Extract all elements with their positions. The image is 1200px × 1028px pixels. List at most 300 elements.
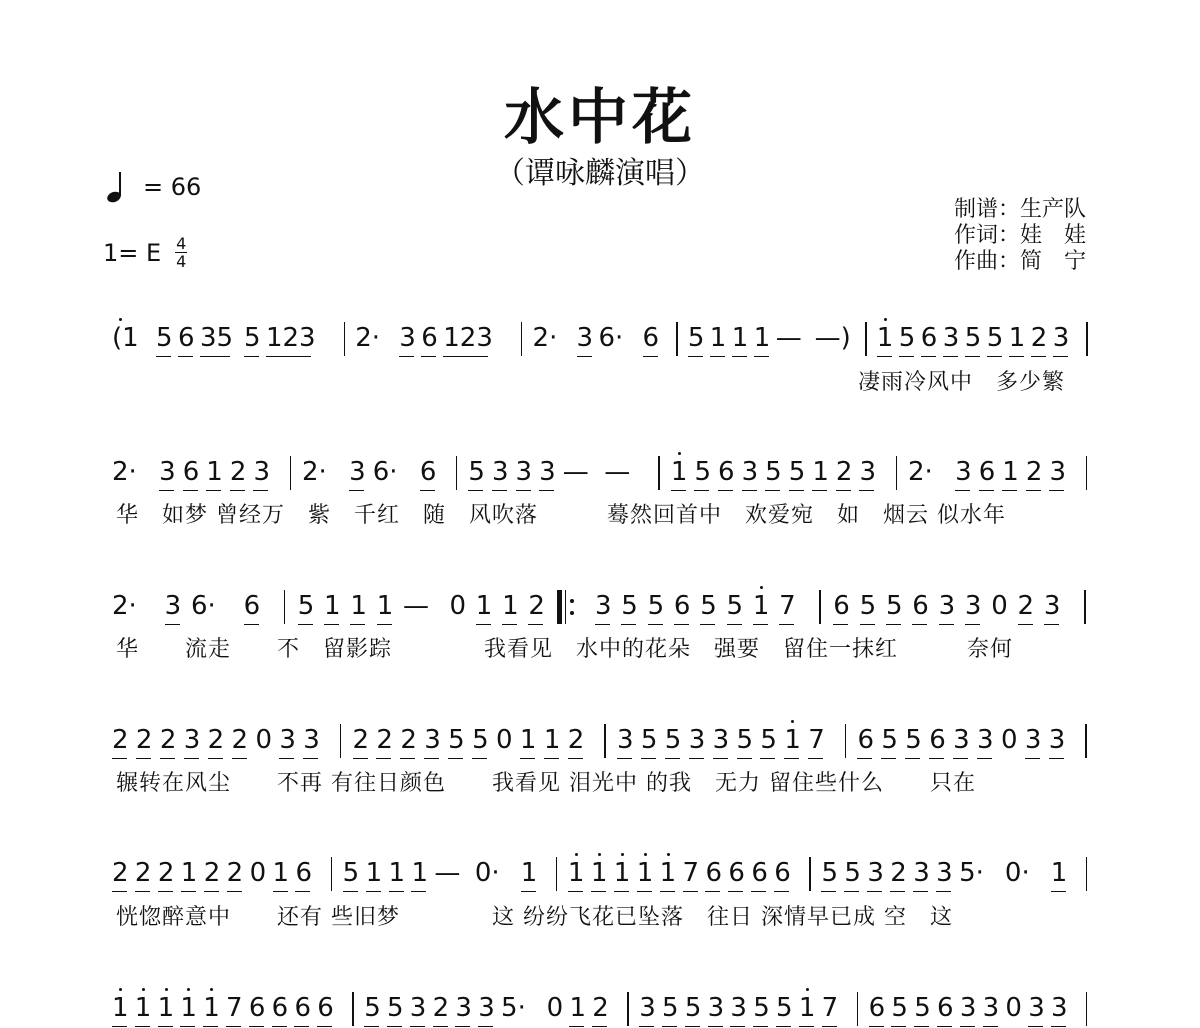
note: 7 <box>821 993 839 1023</box>
beam-underline <box>156 356 171 357</box>
score-line <box>0 988 1200 1028</box>
note: 1 <box>709 323 727 353</box>
beam-underline <box>279 758 294 759</box>
high-octave-dot <box>678 452 681 455</box>
beam-underline <box>1026 490 1041 491</box>
high-octave-dot <box>884 318 887 321</box>
note: 1 <box>569 993 586 1023</box>
beam-underline <box>400 758 415 759</box>
beam-underline <box>913 891 928 892</box>
note: 3 <box>1051 993 1068 1023</box>
note: 7 <box>779 591 796 621</box>
note: 3 <box>279 725 296 755</box>
note: 1 <box>206 457 223 487</box>
note: 1 <box>180 993 197 1023</box>
note: 0 <box>991 591 1008 621</box>
beam-underline <box>799 1026 814 1027</box>
beam-underline <box>521 891 536 892</box>
beam-underline <box>765 490 780 491</box>
beam-underline <box>1031 356 1046 357</box>
high-octave-dot <box>644 853 647 856</box>
note: 3 <box>712 725 730 755</box>
barline <box>604 724 606 758</box>
note: 6 <box>920 323 938 353</box>
beam-underline <box>183 490 198 491</box>
beam-underline <box>753 624 768 625</box>
note: 7 <box>808 725 825 755</box>
note: 3 <box>639 993 656 1023</box>
note: 1 <box>1002 457 1019 487</box>
beam-underline <box>867 891 882 892</box>
beam-underline <box>244 356 259 357</box>
note: 2· <box>355 323 381 353</box>
note: 0 <box>546 993 564 1023</box>
beam-underline <box>502 624 517 625</box>
note: 3 <box>859 457 877 487</box>
beam-underline <box>455 1026 470 1027</box>
beam-underline <box>614 891 629 892</box>
beam-underline <box>977 758 992 759</box>
barline <box>676 322 678 356</box>
note: 2 <box>890 858 907 888</box>
note: 1 <box>876 323 894 353</box>
beam-underline <box>324 624 339 625</box>
beam-underline <box>158 891 173 892</box>
note: 1 <box>670 457 688 487</box>
beam-underline <box>688 356 703 357</box>
note: 5 <box>700 591 717 621</box>
note: 7 <box>682 858 700 888</box>
beam-underline <box>694 490 709 491</box>
time-sig-top: 4 <box>176 234 187 253</box>
barline <box>521 322 523 356</box>
note: 5 <box>364 993 381 1023</box>
note: 1 <box>180 858 198 888</box>
key-label: 1= E <box>103 238 162 267</box>
credit-lyricist: 作词：娃 娃 <box>954 223 1087 248</box>
beam-underline <box>760 758 775 759</box>
note: 3 <box>982 993 1000 1023</box>
note: 3 <box>953 725 970 755</box>
repeat-dot <box>570 611 574 615</box>
note: — <box>434 858 461 888</box>
note: 5 <box>753 993 770 1023</box>
note: 3 <box>1049 457 1066 487</box>
beam-underline <box>421 356 436 357</box>
note: 5 <box>891 993 908 1023</box>
beam-underline <box>273 891 288 892</box>
high-octave-dot <box>621 853 624 856</box>
beam-underline <box>410 1026 425 1027</box>
beam-underline <box>178 356 193 357</box>
note: 5 <box>448 725 465 755</box>
beam-underline <box>591 891 606 892</box>
beam-underline <box>713 758 728 759</box>
high-octave-dot <box>187 988 190 991</box>
note: 5 <box>687 323 705 353</box>
beam-underline <box>869 1026 884 1027</box>
beam-underline <box>621 624 636 625</box>
note: 5 <box>155 323 173 353</box>
high-octave-dot <box>806 988 809 991</box>
note: 5 <box>694 457 711 487</box>
note: 5 <box>881 725 898 755</box>
note: 3 <box>964 591 982 621</box>
beam-underline <box>727 624 742 625</box>
beam-underline <box>965 356 980 357</box>
note: 1 <box>350 591 367 621</box>
credits <box>954 197 1086 275</box>
beam-underline <box>317 1026 332 1027</box>
note: 3 <box>936 858 953 888</box>
beam-underline <box>751 891 766 892</box>
beam-underline <box>700 624 715 625</box>
score-line <box>0 586 1200 626</box>
beam-underline <box>203 1026 218 1027</box>
beam-underline <box>528 624 543 625</box>
note: 1 <box>376 591 394 621</box>
beam-underline <box>230 490 245 491</box>
note: 0· <box>1004 858 1030 888</box>
beam-underline <box>433 1026 448 1027</box>
repeat-thin-bar <box>565 590 567 624</box>
beam-underline <box>577 356 592 357</box>
beam-underline <box>822 1026 837 1027</box>
note: 2· <box>908 457 933 487</box>
note: 6 <box>177 323 195 353</box>
note: 3 <box>539 457 556 487</box>
beam-underline <box>349 490 364 491</box>
beam-underline <box>1044 624 1059 625</box>
beam-underline <box>387 1026 402 1027</box>
barline <box>290 456 292 490</box>
beam-underline <box>953 758 968 759</box>
barline <box>556 857 558 891</box>
note: 0 <box>255 725 273 755</box>
barline <box>896 456 898 490</box>
barline <box>658 456 660 490</box>
beam-underline <box>1049 758 1064 759</box>
beam-underline <box>468 490 483 491</box>
note: 6 <box>642 323 660 353</box>
high-octave-dot <box>598 853 601 856</box>
note: 2 <box>112 858 129 888</box>
note: 3 <box>1043 591 1061 621</box>
note: 6 <box>294 993 311 1023</box>
beam-underline <box>789 490 804 491</box>
lyric-line: 凄雨冷风中 多少繁 <box>858 370 1066 395</box>
beam-underline <box>881 758 896 759</box>
beam-underline <box>232 758 247 759</box>
note: 3 <box>159 457 176 487</box>
note: 6 <box>751 858 768 888</box>
beam-underline <box>921 356 936 357</box>
note: 2 <box>400 725 417 755</box>
beam-underline <box>1051 1026 1066 1027</box>
beam-underline <box>165 624 180 625</box>
beam-underline <box>516 490 531 491</box>
note: 1 <box>324 591 341 621</box>
barline <box>284 590 286 624</box>
note: 1 <box>567 858 585 888</box>
beam-underline <box>784 758 799 759</box>
note: 6 <box>317 993 334 1023</box>
beam-underline <box>200 356 230 357</box>
beam-underline <box>643 356 658 357</box>
note: 5 <box>914 993 931 1023</box>
beam-underline <box>159 490 174 491</box>
beam-underline <box>742 490 757 491</box>
beam-underline <box>718 490 733 491</box>
note: 5 <box>776 993 793 1023</box>
note: 6 <box>912 591 929 621</box>
note: 5 <box>964 323 982 353</box>
beam-underline <box>135 891 150 892</box>
note: 1 <box>519 725 537 755</box>
time-signature <box>175 236 187 269</box>
beam-underline <box>774 891 789 892</box>
beam-underline <box>983 1026 998 1027</box>
note: 5 <box>468 457 485 487</box>
barline <box>845 724 847 758</box>
beam-underline <box>266 356 311 357</box>
note: 5 <box>640 725 658 755</box>
note: 3 <box>977 725 994 755</box>
quarter-note-icon <box>105 170 135 204</box>
note: 1 <box>636 858 654 888</box>
high-octave-dot <box>760 586 763 589</box>
note: 1 <box>475 591 493 621</box>
note: 1 <box>590 858 608 888</box>
note: 5 <box>905 725 922 755</box>
beam-underline <box>376 758 391 759</box>
beam-underline <box>886 624 901 625</box>
note: 1 <box>134 993 152 1023</box>
note: 3 <box>867 858 884 888</box>
repeat-thick-bar <box>557 590 562 624</box>
high-octave-dot <box>575 853 578 856</box>
note: 1 <box>157 993 175 1023</box>
beam-underline <box>272 1026 287 1027</box>
note: 1 <box>411 858 428 888</box>
note: (1 <box>112 323 139 353</box>
note: 2· <box>532 323 558 353</box>
note: 3 <box>955 457 972 487</box>
beam-underline <box>1053 356 1068 357</box>
barline <box>627 992 629 1026</box>
beam-underline <box>472 758 487 759</box>
beam-underline <box>779 624 794 625</box>
note: 6 <box>248 993 266 1023</box>
note: 0· <box>474 858 500 888</box>
beam-underline <box>353 758 368 759</box>
beam-underline <box>899 356 914 357</box>
barline <box>857 992 859 1026</box>
note: 3 <box>688 725 706 755</box>
time-sig-bottom: 4 <box>176 252 187 271</box>
lyric-line: 辗转在风尘 不再 有往日颜色 我看见 泪光中 的我 无力 留住些什么 只在 <box>116 771 976 796</box>
note: 3 <box>913 858 930 888</box>
note: 0 <box>1000 725 1018 755</box>
note: 1 <box>812 457 829 487</box>
note: 0 <box>495 725 513 755</box>
song-subtitle: （谭咏麟演唱） <box>495 156 705 191</box>
high-octave-dot <box>119 988 122 991</box>
note: 5 <box>662 993 679 1023</box>
note: 6 <box>243 591 261 621</box>
beam-underline <box>929 758 944 759</box>
note: 2 <box>1017 591 1035 621</box>
barline <box>1086 992 1088 1026</box>
note: 2 <box>528 591 545 621</box>
note: 1 <box>753 323 771 353</box>
beam-underline <box>294 1026 309 1027</box>
beam-underline <box>389 891 404 892</box>
note: 1 <box>1008 323 1026 353</box>
note: 2 <box>229 457 247 487</box>
high-octave-dot <box>142 988 145 991</box>
note: 2 <box>567 725 585 755</box>
high-octave-dot <box>119 318 122 321</box>
beam-underline <box>641 758 656 759</box>
tempo-value: = 66 <box>143 173 202 201</box>
note: 3 <box>707 993 725 1023</box>
beam-underline <box>1051 891 1066 892</box>
beam-underline <box>987 356 1002 357</box>
note: 2 <box>231 725 249 755</box>
note: 1 <box>731 323 749 353</box>
beam-underline <box>1025 758 1040 759</box>
note: 6 <box>419 457 437 487</box>
beam-underline <box>420 490 435 491</box>
note: 5 <box>885 591 903 621</box>
note: 6· <box>190 591 216 621</box>
beam-underline <box>568 891 583 892</box>
beam-underline <box>705 891 720 892</box>
beam-underline <box>662 1026 677 1027</box>
beam-underline <box>226 1026 241 1027</box>
beam-underline <box>208 758 223 759</box>
beam-underline <box>160 758 175 759</box>
note: 2· <box>112 591 137 621</box>
note: 1 <box>798 993 816 1023</box>
note: 3 <box>1024 725 1042 755</box>
note: 3 <box>515 457 533 487</box>
beam-underline <box>424 758 439 759</box>
beam-underline <box>227 891 242 892</box>
note: 5 <box>986 323 1004 353</box>
beam-underline <box>808 758 823 759</box>
score-line <box>0 318 1200 358</box>
beam-underline <box>683 891 698 892</box>
beam-underline <box>112 891 127 892</box>
note: 3 <box>616 725 634 755</box>
note: 0 <box>449 591 466 621</box>
beam-underline <box>710 356 725 357</box>
note: 2 <box>135 725 153 755</box>
beam-underline <box>637 891 652 892</box>
note: 3 <box>455 993 472 1023</box>
barline <box>456 456 458 490</box>
note: 5 <box>765 457 782 487</box>
note: 2 <box>376 725 393 755</box>
note: 2 <box>207 725 225 755</box>
beam-underline <box>295 891 310 892</box>
beam-underline <box>890 891 905 892</box>
beam-underline <box>660 891 675 892</box>
note: —) <box>814 323 851 353</box>
beam-underline <box>912 624 927 625</box>
beam-underline <box>303 758 318 759</box>
note: 3 <box>1048 725 1066 755</box>
beam-underline <box>112 1026 127 1027</box>
beam-underline <box>960 1026 975 1027</box>
tempo-marking <box>105 170 201 204</box>
song-title: 水中花 <box>504 83 696 153</box>
barline <box>331 857 333 891</box>
note: 6 <box>182 457 200 487</box>
beam-underline <box>905 758 920 759</box>
beam-underline <box>343 891 358 892</box>
note: 1 <box>784 725 801 755</box>
beam-underline <box>1018 624 1033 625</box>
beam-underline <box>539 490 554 491</box>
beam-underline <box>753 1026 768 1027</box>
beam-underline <box>364 1026 379 1027</box>
beam-underline <box>939 624 954 625</box>
beam-underline <box>569 1026 584 1027</box>
barline <box>1086 322 1088 356</box>
note: 6 <box>673 591 691 621</box>
repeat-dot <box>570 599 574 603</box>
note: 6· <box>372 457 398 487</box>
beam-underline <box>936 891 951 892</box>
note: 6 <box>937 993 954 1023</box>
note: 6 <box>728 858 745 888</box>
beam-underline <box>943 356 958 357</box>
note: 5 <box>647 591 665 621</box>
beam-underline <box>478 1026 493 1027</box>
beam-underline <box>776 1026 791 1027</box>
note: 6 <box>929 725 946 755</box>
note: 5 <box>342 858 360 888</box>
beam-underline <box>443 356 488 357</box>
beam-underline <box>1028 1026 1043 1027</box>
note: 2 <box>352 725 370 755</box>
beam-underline <box>955 490 970 491</box>
note: 5 <box>621 591 638 621</box>
barline <box>1085 724 1087 758</box>
beam-underline <box>520 758 535 759</box>
beam-underline <box>399 356 414 357</box>
lyric-line: 华 流走 不 留影踪 我看见 水中的花朵 强要 留住一抹红 奈何 <box>116 637 1014 662</box>
beam-underline <box>492 490 507 491</box>
beam-underline <box>249 1026 264 1027</box>
note: 3 <box>424 725 441 755</box>
note: 2 <box>134 858 152 888</box>
beam-underline <box>730 1026 745 1027</box>
note: 5 <box>788 457 806 487</box>
note: 3 <box>942 323 960 353</box>
beam-underline <box>671 490 686 491</box>
note: 123 <box>265 323 316 353</box>
barline <box>344 322 346 356</box>
note: 6 <box>857 725 875 755</box>
note: 2· <box>301 457 327 487</box>
beam-underline <box>639 1026 654 1027</box>
beam-underline <box>844 891 859 892</box>
beam-underline <box>377 624 392 625</box>
